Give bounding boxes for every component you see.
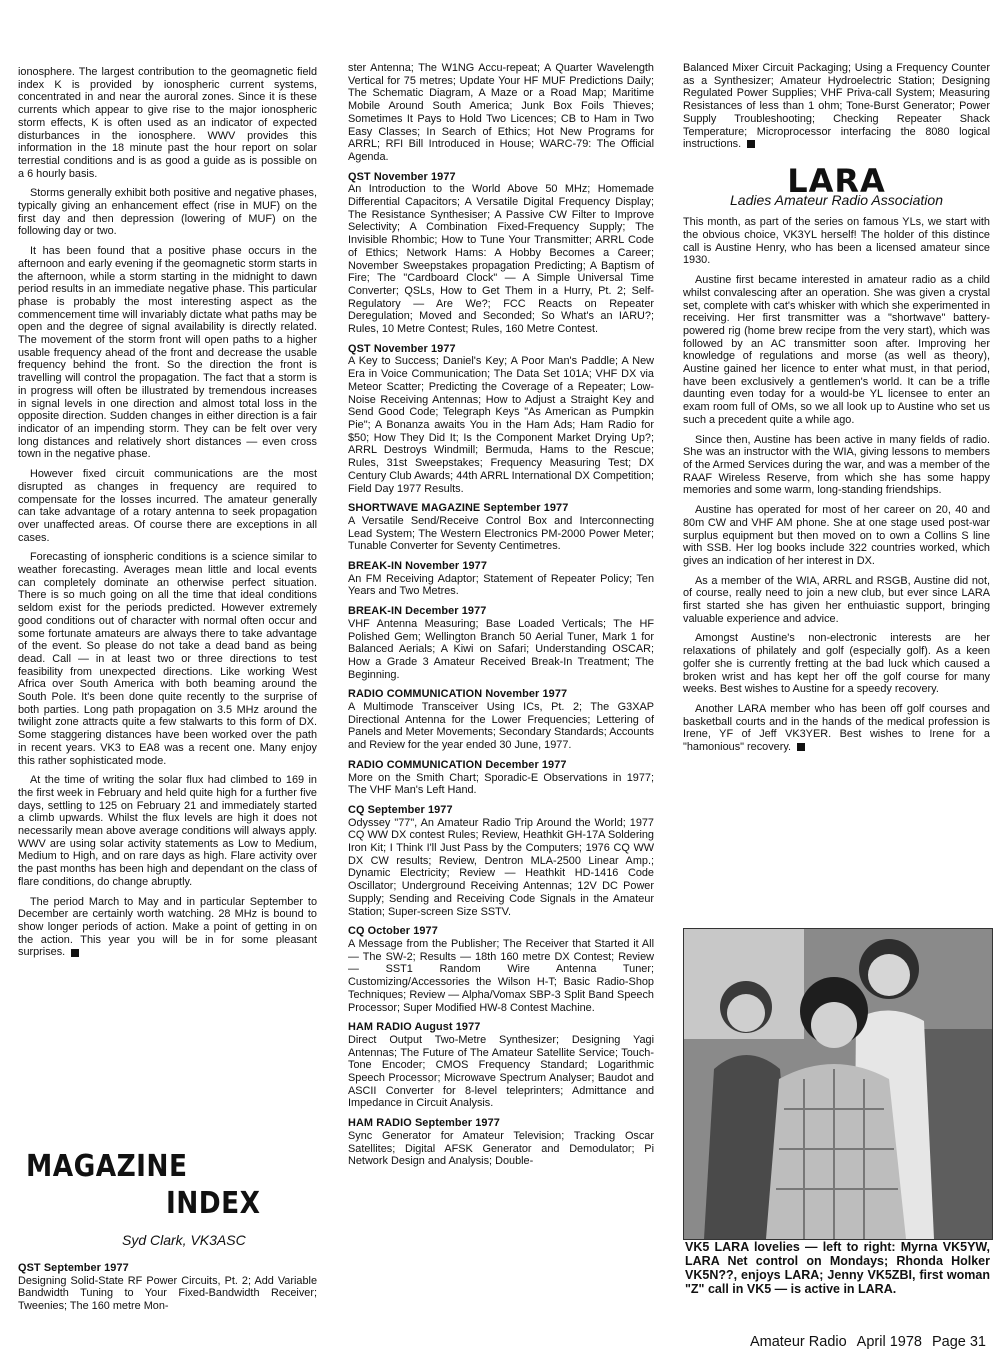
index-entry: [348, 343, 654, 495]
index-entry: [348, 1021, 654, 1110]
index-entry-body: A Key to Success; Daniel's Key; A Poor Man's Paddle; A New Era in Voice Communication; The Data Set 101A; VHF DX via Meteor Scatter; Predicting the Coverage of a Repeater; Low-Noise Receiving Antennas; How to Adjust a Straight Key and Send Good Code; Telegraph Keys "As American as Pumpkin Pie"; A Bonanza awaits You in the Ham Ads; Ham Radio for $50; How They Did It; Is the Component Market Drying Up?; ARRL Destroys Windmill; Bermuda, Hams to the Rescue; Rules, 31st Sweepstakes; Frequency Measuring Test; DX Century Club Awards; 44th ARRL International DX Competition; Field Day 1977 Results.: [348, 355, 654, 495]
col1-paragraph-3: It has been found that a positive phase occurs in the afternoon and early evening if the geomagnetic storm starts in the afternoon, while a storm starting in the midnight to dawn period results in an immediate negative phase. This particular phase is probably the most interesting aspect as the commencement time will invariably dictate what paths may be open and the degree of signal availability is directly related. The movement of the storm front will open paths to a higher usable frequency ahead of the front and decrease the usable frequency behind the front. So the direction the front is travelling will control the propagation. The fact that a storm is in progress will often be illustrated by tremendous increases in signal levels in one direction and almost total loss in the opposite direction. Sudden changes in either direction is a fair indicator of an impending storm. They can be felt over very long distances and relatively short distances — even cross town in the negative phase.: [18, 245, 317, 461]
index-entry-body: Direct Output Two-Metre Synthesizer; Designing Yagi Antennas; The Future of The Amateur Satellite Service; Touch-Tone Encoder; CMOS Frequency Standard; Logarithmic Speech Processor; Microwave Spectrum Analyser; Baudot and ASCII Converter for 8-level teleprinters; Admittance and Impedance in Circuit Analysis.: [348, 1033, 654, 1110]
photo-illustration: [684, 929, 992, 1239]
index-entry-head: BREAK-IN December 1977: [348, 605, 487, 618]
index-entry: [348, 925, 654, 1014]
magazine-index-title-line1: MAGAZINE: [26, 1149, 188, 1184]
index-entry-body: An Introduction to the World Above 50 MHz; Homemade Differential Capacitors; A Versatile Digital Frequency Display; The Resistance Synthesiser; A Passive CW Filter to Improve Selectivity; A Combination Fixed-Frequency Supply; The Invisible Rhombic; How to Tune Your Transmitter; ARRL Code of Ethics; Network Hams: A Hobby Becomes a Career; November Sweepstakes propagation Predicting; A Baptism of Fire; The "Cardboard Clock" — A Simple Universal Time Converter; QSLs, How to Get Them in a Hurry, Pt. 2; Self-Regulatory — Are We?; FCC Reacts on Repeater Deregulation; Moved and Seconded; So What's an IARU?; Rules, 10 Metre Contest; Rules, 160 Metre Contest.: [348, 183, 654, 336]
index-entry-head: QST November 1977: [348, 170, 456, 183]
magazine-index-title-line2: INDEX: [166, 1186, 261, 1221]
index-entry: [348, 759, 654, 797]
index-entry-head: CQ September 1977: [348, 803, 453, 816]
index-entry: [348, 688, 654, 752]
col3-continued-body: Balanced Mixer Circuit Packaging; Using a Frequency Counter as a Synthesizer; Amateur Hydroelectric Station; Designing Regulated Power Supplies; VHF Priva-call System; Measuring Resistances of less than 1 ohm; Tone-Burst Generator; Power Supply Troubleshooting; Checking Repeater Shack Temperature; Microprocessor interfacing the 8080 logical instructions.: [683, 62, 990, 151]
lara-subtitle: Ladies Amateur Radio Association: [730, 191, 943, 208]
index-entry: [348, 171, 654, 336]
index-entry: [348, 605, 654, 681]
column-3: [683, 62, 990, 761]
index-entry-body: An FM Receiving Adaptor; Statement of Repeater Policy; Ten Years and Two Metres.: [348, 572, 654, 598]
lara-paragraph-3: Since then, Austine has been active in many fields of radio. She was an instructor with the WIA, giving lessons to members of the Armed Services during the war, and was a member of the RAAF Wireless Reserve, from which she has some happy memories and some warm, long-standing friendships.: [683, 433, 990, 497]
end-of-article-mark: [797, 743, 805, 751]
lara-title: LARA: [787, 161, 886, 200]
index-entry-head: QST September 1977: [18, 1262, 129, 1274]
column-2: [348, 62, 654, 1175]
index-entry-head: BREAK-IN November 1977: [348, 560, 487, 573]
footer-publication: Amateur Radio: [749, 1334, 847, 1350]
col1-paragraph-4: However fixed circuit communications are the most disrupted as changes in frequency are required to compensate for the losses incurred. The amateur generally can take advantage of a rotary antenna to seek propagation over unaffected areas. Of course there are exceptions in all cases.: [18, 468, 317, 544]
index-entry-head: SHORTWAVE MAGAZINE September 1977: [348, 502, 569, 515]
lara-paragraph-4: Austine has operated for most of her career on 20, 40 and 80m CW and VHF AM phone. She at one stage used post-war surplus equipment but then moved on to own a Collins S line with SSB. Her log books include 322 countries worked, which gives an indication of her interest in DX.: [683, 504, 990, 567]
lara-paragraph-6: Amongst Austine's non-electronic interests are her relaxations of philately and golf (especially golf). As a keen golfer she is currently fretting at the bad luck which caused a broken wrist and has kept her off the golf course for many weeks. Best wishes to Austine for a speedy recovery.: [683, 632, 990, 696]
index-entry-head: HAM RADIO September 1977: [348, 1117, 500, 1130]
col1-paragraph-7-text: The period March to May and in particular September to December are certainly worth watching. 28 MHz is bound to show longer periods of action. Make a point of getting in on the action. This year you will be in for some pleasant surprises.: [18, 895, 317, 959]
index-entry-head: QST November 1977: [348, 342, 456, 355]
col1-paragraph-2: Storms generally exhibit both positive and negative phases, typically giving an enhancement effect (rise in MUF) on the first day and then depression (lowering of MUF) on the following day or two.: [18, 187, 317, 238]
col1-paragraph-6: At the time of writing the solar flux had climbed to 169 in the first week in February and held quite high for a further five days, settling to 125 on February 21 and immediately started a climb upwards. Whilst the flux levels are high it does not necessarily mean above average conditions will always apply. WWV are using solar activity statements as Low to Medium, Medium to High, and on rare days as high. Flare activity over the past months has been high and dependant on the class of flare conditions, do change abruptly.: [18, 774, 317, 888]
magazine-index-byline: Syd Clark, VK3ASC: [122, 1232, 246, 1248]
lara-paragraph-1: This month, as part of the series on famous YLs, we start with the obvious choice, VK3YL herself! The holder of this distince call is Austine Henry, who has been a licensed amateur since 1930.: [683, 216, 990, 267]
index-entry-body: VHF Antenna Measuring; Base Loaded Verticals; The HF Polished Gem; Wellington Branch 50 Aerial Tuner, Mark 1 for Balanced Aerials; A Kiwi on Safari; Understanding OSCAR; How a Grade 3 Amateur Received Break-In Treatment; The Beginning.: [348, 617, 654, 681]
photo-caption: VK5 LARA lovelies — left to right: Myrna VK5YW, LARA Net control on Mondays; Rhonda Holker VK5N??, enjoys LARA; Jenny VK5ZBI, first woman "Z" call in VK5 — is active in LARA.: [685, 1240, 990, 1296]
person-right-face: [868, 954, 910, 996]
index-entry: [348, 502, 654, 553]
index-entry-body: Designing Solid-State RF Power Circuits, Pt. 2; Add Variable Bandwidth Tuning to Your Fixed-Bandwidth Receiver; Tweenies; The 160 metre Mon-: [18, 1274, 317, 1313]
page-footer: [740, 1334, 986, 1350]
index-entry-body: A Multimode Transceiver Using ICs, Pt. 2; The G3XAP Directional Antenna for the Lower Frequencies; Lettering of Panels and Meter Movements; Secondary Standards; Accounts and Review for the year ended 30 June, 1977.: [348, 701, 654, 752]
end-of-article-mark: [747, 140, 755, 148]
column-1: [18, 66, 317, 959]
index-entry-body: A Versatile Send/Receive Control Box and Interconnecting Lead System; The Western Electronics PM-2000 Power Meter; Tunable Converter for Seventy Centimetres.: [348, 514, 654, 553]
col2-continued-text: ster Antenna; The W1NG Accu-repeat; A Quarter Wavelength Vertical for 75 metres; Update Your HF MUF Predictions Daily; The Schematic Diagram, A Maze or a Road Map; Maritime Mobile Around South America; Junk Box Foils Thieves; Sometimes It Pays to Hold Two Licences; CB to Ham in Two Easy Classes; In Search of Ethics; Hot New Programs for ARRL; RFI Bill Introduced in House; WARC-79: The Official Agenda.: [348, 62, 654, 163]
index-entry-head: CQ October 1977: [348, 925, 438, 938]
footer-page-number: Page 31: [931, 1334, 986, 1350]
col3-continued-text: [683, 62, 990, 151]
index-entry-body: Sync Generator for Amateur Television; Tracking Oscar Satellites; Digital AFSK Generator and Demodulator; Pi Network Design and Analysis; Double-: [348, 1129, 654, 1168]
index-entry-body: More on the Smith Chart; Sporadic-E Observations in 1977; The VHF Man's Left Hand.: [348, 771, 654, 797]
col1-paragraph-7: [18, 896, 317, 960]
col1-paragraph-1: ionosphere. The largest contribution to the geomagnetic field index K is provided by ionospheric current systems, concentrated in and near the auroral zones. Since it is these currents which appear to give rise to the major ionospheric storm effects, K is often used as an indicator of expected disturbances in the ionosphere. WWV provides this information in the 18 minute past the hour report on solar terrestial conditions and is as good a guide as is possible on a 6 hourly basis.: [18, 66, 317, 180]
lara-paragraph-2: Austine first became interested in amateur radio as a child whilst convalescing after an operation. She was given a crystal set, complete with cat's whisker with which she experimented in receiving. Her first transmitter was a "shortwave" battery-powered rig (home brew recipe from the very start), which was followed by an AC transmitter soon after. Improving her knowledge of regulations and morse (as well as theory), Austine gained her licence to enter what must, in that period, have been exclusively a gentlemen's world. It can be a trifle daunting even today for a would-be YL licensee to enter an exam room full of OMs, so we all look up to Austine who set us such a precedent quite a while ago.: [683, 274, 990, 426]
index-entry-head: HAM RADIO August 1977: [348, 1021, 481, 1034]
person-center-face: [811, 1002, 857, 1048]
lara-paragraph-7-text: Another LARA member who has been off golf courses and basketball courts and in the hands of the medical profession is Irene, YF of Jeff VK3YER. Best wishes to Irene for a "hamonious" recovery.: [683, 702, 990, 754]
index-entry-head: RADIO COMMUNICATION November 1977: [348, 688, 568, 701]
index-entry-head: RADIO COMMUNICATION December 1977: [348, 758, 567, 771]
person-center-dress: [766, 1064, 906, 1239]
index-entry-qst-sep-1977: [18, 1262, 317, 1313]
end-of-article-mark: [71, 949, 79, 957]
lara-paragraph-5: As a member of the WIA, ARRL and RSGB, Austine did not, of course, really need to join a new club, but ever since LARA first started she has given her enthuiastic support, bringing valuable experience and advice.: [683, 574, 990, 625]
person-left-face: [727, 994, 765, 1032]
lara-members-photo: [683, 928, 993, 1240]
index-entry-body: A Message from the Publisher; The Receiver that Started it All — The SW-2; Results — 18th 160 metre DX Contest; Review — SST1 Random Wire Antenna Tuner; Customizing/Accessories the Wilson H-T; Basic Radio-Shop Techniques; Review — Alpha/Vomax SBP-3 Split Band Speech Processor; Super Modified HW-8 Contest Machine.: [348, 938, 654, 1014]
index-entry-body: Odyssey "77", An Amateur Radio Trip Around the World; 1977 CQ WW DX contest Rules; Review, Heathkit GH-17A Soldering Iron Kit; I Think I'll Just Pass by the Computers; 1976 CQ WW DX CW results; Review, Dentron MLA-2500 Linear Amp.; Dynamic Electricity; Review — Heathkit HD-1416 Code Oscillator; Underground Receiving Antennas; 12V DC Power Supply; Sending and Receiving Code Signals in the Amateur Station; Super-screen Size SSTV.: [348, 816, 654, 918]
index-entry: [348, 560, 654, 598]
col1-paragraph-5: Forecasting of ionspheric conditions is a science similar to weather forecasting. Averages mean little and local events can completely dominate an otherwise perfect situation. There is so much going on all the time that ideal conditions seldom exist for the periods predicted. However extremely good conditions out of character with normal often occur and some fortunate amateurs are always there to take advantage of the event. So please do not take a dead band as being dead. Call — in at least two or three directions to test feasibility from unexpected directions. Like working West Africa over South America with both beaming around the South Pole. It's been done quite recently to the surprise of both parties. Long path propagation on 3.5 MHz around the twilight zone attracts quite a few stalwarts to this form of DX. Some staggering distances have been worked over the path in recent years. VK3 to EA8 was a recent one. Many enjoy this rather sophisticated mode.: [18, 551, 317, 767]
index-entry: [348, 804, 654, 918]
footer-issue: April 1978: [856, 1334, 922, 1350]
index-entry: [348, 1117, 654, 1168]
lara-paragraph-7: [683, 703, 990, 754]
